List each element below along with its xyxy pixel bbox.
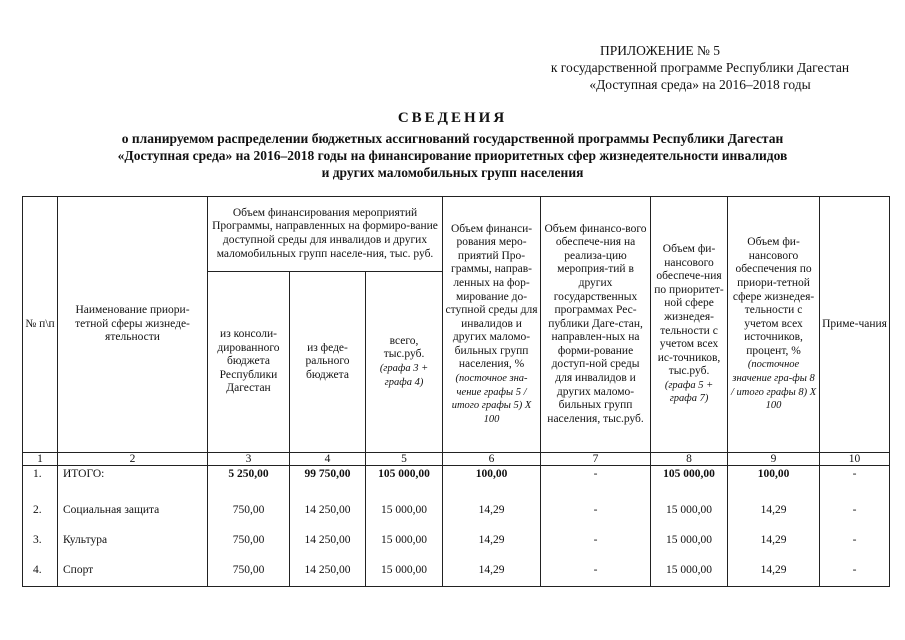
sphere-name: Социальная защита [58, 496, 208, 526]
column-number: 5 [366, 453, 443, 466]
total-value: 105 000,00 [366, 466, 443, 497]
header-program-share [443, 197, 541, 453]
appendix-number: ПРИЛОЖЕНИЕ № 5 [600, 43, 721, 58]
header-program-share-text: Объем финанси-рования меро-приятий Про-граммы, направ-ленных на фор-мирование до-ступной среды для инвалидов и других маломо-бильных групп населения, % [445, 222, 538, 371]
percent-all-sources-value: 14,29 [728, 496, 820, 526]
column-number: 7 [541, 453, 651, 466]
other-programs-value: - [541, 466, 651, 497]
sphere-name: ИТОГО: [58, 466, 208, 497]
consolidated-budget-value: 750,00 [208, 556, 290, 587]
consolidated-budget-value: 750,00 [208, 496, 290, 526]
sphere-name: Спорт [58, 556, 208, 587]
header-row-number: № п\п [23, 197, 58, 453]
column-number: 10 [820, 453, 890, 466]
row-number: 1. [23, 466, 58, 497]
notes-value: - [820, 496, 890, 526]
total-all-sources-value: 15 000,00 [651, 526, 728, 556]
percent-all-sources-value: 14,29 [728, 526, 820, 556]
column-numbers-row [23, 453, 890, 466]
table-row [23, 496, 890, 526]
subtitle-line-3: и других маломобильных групп населения [321, 165, 584, 180]
table-row [23, 556, 890, 587]
row-number: 4. [23, 556, 58, 587]
other-programs-value: - [541, 556, 651, 587]
federal-budget-value: 99 750,00 [290, 466, 366, 497]
other-programs-value: - [541, 526, 651, 556]
total-all-sources-value: 15 000,00 [651, 556, 728, 587]
column-number: 4 [290, 453, 366, 466]
table-row [23, 526, 890, 556]
notes-value: - [820, 526, 890, 556]
appendix-program-name: «Доступная среда» на 2016–2018 годы [589, 77, 811, 92]
header-program-financing-group: Объем финансирования мероприятий Программы, направленных на формиро-вание доступной среды для инвалидов и других маломобильных групп населе-ния, тыс. руб. [208, 197, 443, 272]
header-federal-budget: из феде-рального бюджета [290, 272, 366, 453]
table-row-total [23, 466, 890, 497]
row-number: 2. [23, 496, 58, 526]
document-subtitle [20, 130, 885, 181]
header-total-all-sources [651, 197, 728, 453]
federal-budget-value: 14 250,00 [290, 556, 366, 587]
header-notes: Приме-чания [820, 197, 890, 453]
federal-budget-value: 14 250,00 [290, 526, 366, 556]
budget-table [22, 196, 890, 587]
notes-value: - [820, 466, 890, 497]
header-percent-all-sources-note: (посточное значение гра-фы 8 / итого графы 8) Х 100 [730, 359, 817, 412]
program-share-value: 100,00 [443, 466, 541, 497]
total-all-sources-value: 15 000,00 [651, 496, 728, 526]
total-value: 15 000,00 [366, 556, 443, 587]
notes-value: - [820, 556, 890, 587]
total-value: 15 000,00 [366, 526, 443, 556]
program-share-value: 14,29 [443, 556, 541, 587]
column-number: 2 [58, 453, 208, 466]
program-share-value: 14,29 [443, 526, 541, 556]
consolidated-budget-value: 5 250,00 [208, 466, 290, 497]
header-consolidated-budget: из консоли-дированного бюджета Республики Дагестан [208, 272, 290, 453]
header-other-programs: Объем финансо-вого обеспече-ния на реализа-цию мероприя-тий в других государственных программах Рес-публики Даге-стан, направлен-ных на форми-рование доступ-ной среды для инвалидов и других маломо-бильных групп населения, тыс.руб. [541, 197, 651, 453]
header-total-note: (графа 3 + графа 4) [379, 363, 429, 388]
subtitle-line-2: «Доступная среда» на 2016–2018 годы на финансирование приоритетных сфер жизнедеятельности инвалидов [117, 148, 788, 163]
header-program-share-note: (посточное зна-чение графы 5 / итого графы 5) Х 100 [451, 373, 532, 425]
header-percent-all-sources-text: Объем фи-нансового обеспечения по приори-тетной сфере жизнедея-тельности с учетом всех источников, процент, % [732, 236, 815, 357]
total-all-sources-value: 105 000,00 [651, 466, 728, 497]
percent-all-sources-value: 100,00 [728, 466, 820, 497]
header-percent-all-sources [728, 197, 820, 453]
column-number: 6 [443, 453, 541, 466]
column-number: 1 [23, 453, 58, 466]
sphere-name: Культура [58, 526, 208, 556]
consolidated-budget-value: 750,00 [208, 526, 290, 556]
header-total-text: всего, тыс.руб. [383, 334, 425, 361]
document-title: СВЕДЕНИЯ [397, 110, 508, 126]
row-number: 3. [23, 526, 58, 556]
program-share-value: 14,29 [443, 496, 541, 526]
column-number: 3 [208, 453, 290, 466]
header-total-all-sources-note: (графа 5 + графа 7) [664, 379, 714, 405]
appendix-program: к государственной программе Республики Дагестан [550, 60, 850, 75]
header-total [366, 272, 443, 453]
subtitle-line-1: о планируемом распределении бюджетных ассигнований государственной программы Республики Дагестан [121, 131, 784, 146]
header-sphere-name: Наименование приори-тетной сферы жизнеде-ятельности [58, 197, 208, 453]
header-total-all-sources-text: Объем фи-нансового обеспече-ния по приоритет-ной сфере жизнедея-тельности с учетом всех ис-точников, тыс.руб. [654, 242, 724, 378]
total-value: 15 000,00 [366, 496, 443, 526]
column-number: 9 [728, 453, 820, 466]
appendix-block [520, 42, 880, 93]
other-programs-value: - [541, 496, 651, 526]
federal-budget-value: 14 250,00 [290, 496, 366, 526]
percent-all-sources-value: 14,29 [728, 556, 820, 587]
column-number: 8 [651, 453, 728, 466]
